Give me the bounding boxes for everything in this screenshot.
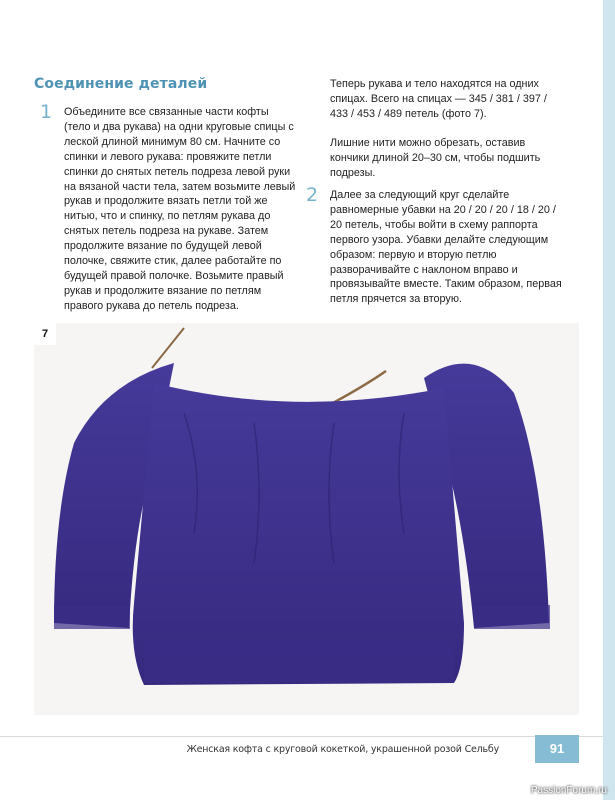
watermark: PassionForum.ru <box>530 785 607 796</box>
sweater-illustration <box>34 323 579 715</box>
page-edge-strip <box>603 0 615 800</box>
sweater-body <box>133 383 464 685</box>
sweater-photo <box>34 323 579 715</box>
hem-ribbing <box>144 641 454 683</box>
footer-title: Женская кофта с круговой кокеткой, украшенной розой Сельбу <box>186 744 499 755</box>
step-2-text: Далее за следующий круг сделайте равномерные убавки на 20 / 20 / 20 / 18 / 20 / 20 петель, чтобы войти в схему раппорта первого узора. Убавки делайте следующим образом: первую и вторую петлю разворачивайте с наклоном вправо и провязывайте вместе. Таким образом, первая петля прячется за вторую. <box>330 189 562 306</box>
photo-label: 7 <box>34 323 56 345</box>
footer-rule <box>0 736 603 737</box>
right-paragraph-1: Теперь рукава и тело находятся на одних спицах. Всего на спицах — 345 / 381 / 397 / 433 / 453 / 489 петель (фото 7). <box>330 78 547 120</box>
section-title: Соединение деталей <box>34 76 208 92</box>
left-cuff <box>54 605 130 629</box>
needle-left <box>152 328 184 368</box>
step-number-1: 1 <box>40 101 53 123</box>
right-paragraph-2: Лишние нити можно обрезать, оставив кончики длиной 20–30 см, чтобы подшить подрезы. <box>330 137 541 179</box>
step-number-2: 2 <box>306 184 319 206</box>
page-number: 91 <box>535 735 579 763</box>
right-cuff <box>474 605 550 629</box>
step-1-text: Объедините все связанные части кофты (тело и два рукава) на одни круговые спицы с леской длиной минимум 80 см. Начните со спинки и левого рукава: провяжите петли спинки до снятых петель подреза левой руки на вязаной части тела, затем возьмите левый рукав и продолжите вязать петли той же нитью, что и спинку, по петлям рукава до снятых петель подреза на рукаве. Затем продолжите вязание по будущей левой полочке, свяжите стик, далее работайте по будущей правой полочке. Возьмите правый рукав и продолжите вязание по петлям правого рукава до петель подреза. <box>64 106 296 312</box>
